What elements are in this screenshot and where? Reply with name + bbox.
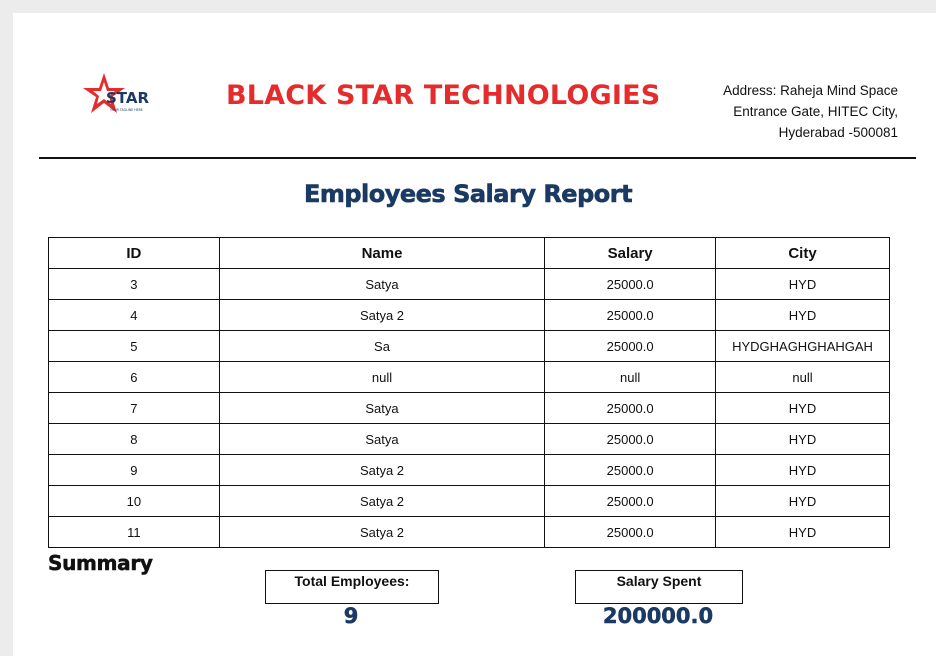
- cell-name: Satya 2: [219, 300, 545, 331]
- company-address: [638, 80, 898, 143]
- cell-city: HYD: [716, 455, 890, 486]
- cell-salary: 25000.0: [545, 300, 716, 331]
- cell-salary: 25000.0: [545, 455, 716, 486]
- cell-name: Sa: [219, 331, 545, 362]
- column-header-salary: Salary: [545, 238, 716, 269]
- summary-heading: Summary: [48, 551, 153, 575]
- cell-name: Satya: [219, 424, 545, 455]
- table-row: [49, 393, 890, 424]
- table-row: [49, 269, 890, 300]
- cell-id: 8: [49, 424, 220, 455]
- column-header-city: City: [716, 238, 890, 269]
- address-line: Address: Raheja Mind Space: [723, 83, 898, 98]
- cell-salary: null: [545, 362, 716, 393]
- total-employees-label: Total Employees:: [265, 570, 439, 604]
- table-row: [49, 300, 890, 331]
- cell-city: null: [716, 362, 890, 393]
- salary-spent-value: 200000.0: [602, 604, 714, 628]
- cell-salary: 25000.0: [545, 517, 716, 548]
- cell-city: HYDGHAGHGHAHGAH: [716, 331, 890, 362]
- star-logo: [80, 70, 160, 118]
- column-header-id: ID: [49, 238, 220, 269]
- cell-name: Satya: [219, 269, 545, 300]
- cell-id: 9: [49, 455, 220, 486]
- cell-city: HYD: [716, 424, 890, 455]
- cell-salary: 25000.0: [545, 393, 716, 424]
- salary-spent-label: Salary Spent: [575, 570, 743, 604]
- table-header-row: [49, 238, 890, 269]
- column-header-name: Name: [219, 238, 545, 269]
- cell-salary: 25000.0: [545, 331, 716, 362]
- logo-text: STAR: [106, 89, 150, 107]
- address-line: Entrance Gate, HITEC City,: [733, 104, 898, 119]
- cell-name: null: [219, 362, 545, 393]
- header-divider: [39, 157, 916, 159]
- cell-id: 5: [49, 331, 220, 362]
- address-line: Hyderabad -500081: [778, 125, 898, 140]
- cell-salary: 25000.0: [545, 486, 716, 517]
- cell-id: 3: [49, 269, 220, 300]
- cell-salary: 25000.0: [545, 269, 716, 300]
- table-row: [49, 362, 890, 393]
- table-row: [49, 455, 890, 486]
- cell-city: HYD: [716, 486, 890, 517]
- cell-name: Satya 2: [219, 486, 545, 517]
- table-row: [49, 424, 890, 455]
- cell-city: HYD: [716, 517, 890, 548]
- table-row: [49, 486, 890, 517]
- cell-id: 4: [49, 300, 220, 331]
- cell-city: HYD: [716, 269, 890, 300]
- salary-table: [48, 237, 890, 548]
- cell-id: 6: [49, 362, 220, 393]
- cell-name: Satya: [219, 393, 545, 424]
- cell-name: Satya 2: [219, 517, 545, 548]
- table-row: [49, 517, 890, 548]
- cell-id: 11: [49, 517, 220, 548]
- logo-tagline: YOUR TAGLINE HERE: [110, 108, 143, 112]
- cell-id: 7: [49, 393, 220, 424]
- company-name: BLACK STAR TECHNOLOGIES: [226, 80, 661, 111]
- report-title: Employees Salary Report: [303, 180, 633, 208]
- cell-city: HYD: [716, 300, 890, 331]
- cell-salary: 25000.0: [545, 424, 716, 455]
- cell-city: HYD: [716, 393, 890, 424]
- table-row: [49, 331, 890, 362]
- cell-name: Satya 2: [219, 455, 545, 486]
- total-employees-value: 9: [343, 604, 359, 628]
- cell-id: 10: [49, 486, 220, 517]
